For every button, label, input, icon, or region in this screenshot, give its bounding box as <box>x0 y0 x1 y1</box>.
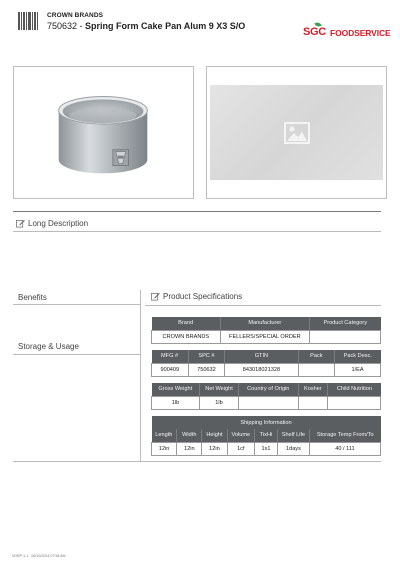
table-header-cell: Net Weight <box>200 383 239 396</box>
table-title-row <box>152 416 381 429</box>
long-description-header <box>16 219 88 228</box>
edit-icon <box>151 292 160 301</box>
column-divider <box>140 290 141 462</box>
shipping-information-table <box>151 416 381 456</box>
table-header-cell: Shelf Life <box>277 429 309 442</box>
table-header-row <box>152 429 381 442</box>
table-cell: 1lb <box>152 396 200 409</box>
table-header-cell: Storage Temp From/To <box>309 429 380 442</box>
table-header-cell: Pack <box>298 350 335 363</box>
table-cell: 1x1 <box>255 442 278 455</box>
table-cell: 12in <box>177 442 202 455</box>
product-name: Spring Form Cake Pan Alum 9 X3 S/O <box>85 21 246 31</box>
divider <box>13 461 381 462</box>
brand-name: CROWN BRANDS <box>47 12 104 19</box>
sgc-foodservice-logo <box>301 22 391 42</box>
table-cell: 900409 <box>152 363 189 376</box>
table-cell: 12in <box>152 442 177 455</box>
table-cell <box>309 330 380 343</box>
table-cell <box>328 396 381 409</box>
table-row <box>152 442 381 455</box>
logo-foodservice: FOODSERVICE <box>330 28 391 38</box>
edit-icon <box>16 219 25 228</box>
table-header-row <box>152 383 381 396</box>
table-header-cell: Kosher <box>298 383 328 396</box>
product-title <box>47 21 245 31</box>
table-header-cell: Pack Desc. <box>335 350 381 363</box>
image-placeholder-icon <box>284 122 310 144</box>
table-row <box>152 330 381 343</box>
table-header-row <box>152 317 381 330</box>
table-cell: 1days <box>277 442 309 455</box>
table-header-cell: Brand <box>152 317 221 330</box>
product-specifications-title: Product Specifications <box>163 292 243 301</box>
table-cell: 750632 <box>188 363 225 376</box>
table-row <box>152 363 381 376</box>
table-header-cell: Volume <box>227 429 254 442</box>
product-image-secondary <box>206 66 387 199</box>
table-header-cell: Length <box>152 429 177 442</box>
product-image-primary <box>13 66 194 199</box>
table-header-cell: Width <box>177 429 202 442</box>
table-cell: CROWN BRANDS <box>152 330 221 343</box>
table-cell: 40 / 111 <box>309 442 380 455</box>
logo-sgc: SGC <box>303 26 326 38</box>
table-cell: FELLERS/SPECIAL ORDER <box>220 330 309 343</box>
divider <box>13 304 140 305</box>
table-cell <box>298 396 328 409</box>
table-header-row <box>152 350 381 363</box>
table-cell: 12in <box>202 442 227 455</box>
item-number: 750632 <box>47 21 78 31</box>
table-cell: 1lb <box>200 396 239 409</box>
table-cell <box>298 363 335 376</box>
table-header-cell: MFG # <box>152 350 189 363</box>
shipping-information-title: Shipping Information <box>152 416 381 429</box>
divider <box>13 211 381 212</box>
table-cell <box>239 396 299 409</box>
product-specifications-header <box>151 292 242 301</box>
table-header-cell: Child Nutrition <box>328 383 381 396</box>
brand-table <box>151 317 381 344</box>
spring-form-pan-photo-icon <box>14 67 193 198</box>
table-header-cell: SPC # <box>188 350 225 363</box>
divider <box>13 231 381 232</box>
table-header-cell: Product Category <box>309 317 380 330</box>
table-header-cell: Gross Weight <box>152 383 200 396</box>
title-separator: - <box>77 21 86 31</box>
long-description-title: Long Description <box>28 219 89 228</box>
table-cell: 1cf <box>227 442 254 455</box>
table-header-cell: TixHi <box>255 429 278 442</box>
benefits-title: Benefits <box>18 293 47 302</box>
table-header-cell: Height <box>202 429 227 442</box>
barcode-icon <box>18 12 38 30</box>
table-header-cell: GTIN <box>225 350 298 363</box>
weight-origin-table <box>151 383 381 410</box>
image-placeholder <box>210 85 383 180</box>
table-row <box>152 396 381 409</box>
divider <box>145 305 381 306</box>
divider <box>13 354 140 355</box>
identifiers-table <box>151 350 381 377</box>
table-cell: 1/EA <box>335 363 381 376</box>
table-header-cell: Country of Origin <box>239 383 299 396</box>
storage-usage-title: Storage & Usage <box>18 342 79 351</box>
footer-timestamp: VDRP-1.1 - 06/10/2024 07:58 AM <box>12 554 66 558</box>
table-header-cell: Manufacturer <box>220 317 309 330</box>
table-cell: 843018021328 <box>225 363 298 376</box>
